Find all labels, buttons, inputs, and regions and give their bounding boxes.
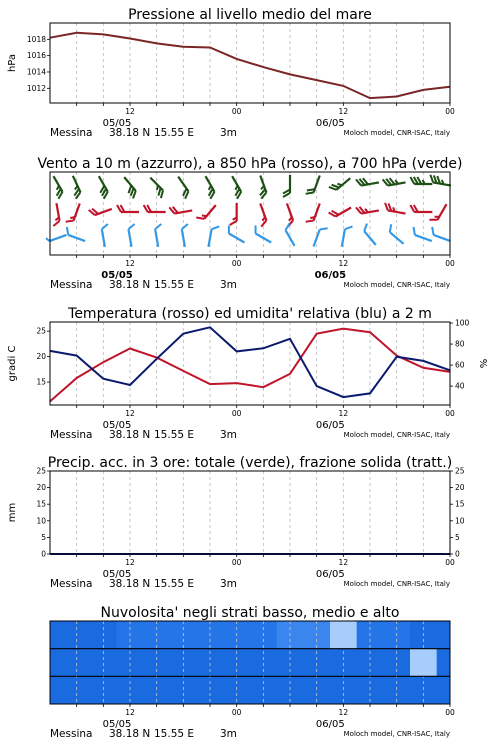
location-lon: 15.55 E [154, 279, 195, 291]
cloud-cell [50, 621, 64, 649]
y-tick-label: 10 [36, 516, 46, 526]
chart-title: Temperatura (rosso) ed umidita' relativa (blu) a 2 m [68, 306, 432, 322]
barb-staff [102, 229, 105, 247]
barb-flag [306, 218, 314, 224]
wind-barb [154, 224, 165, 247]
y-tick-label: 15 [36, 499, 46, 509]
x-tick-label: 12 [338, 708, 349, 717]
wind-barb [362, 224, 382, 245]
wind-barb [50, 203, 61, 226]
x-tick-label: 12 [125, 708, 135, 717]
barb-flag [66, 218, 74, 224]
x-tick-label: 00 [445, 558, 455, 567]
location-name: Messina [50, 578, 93, 590]
y-right-tick-label: 5 [455, 532, 460, 542]
humidity-line [50, 327, 450, 397]
y-tick-label: 0 [41, 549, 46, 559]
date-label: 06/05 [315, 420, 345, 431]
x-tick-label: 12 [338, 259, 349, 268]
y-right-tick-label: 40 [455, 381, 465, 391]
wind-barb [329, 173, 350, 193]
barb-flag [212, 225, 220, 230]
wind-barb [356, 204, 379, 215]
barb-flag [411, 227, 417, 235]
y-tick-label: 1016 [26, 51, 46, 61]
barb-staff [434, 235, 451, 241]
y-tick-label: 20 [36, 483, 46, 493]
chart-title: Pressione al livello medio del mare [128, 7, 372, 23]
location-name: Messina [50, 429, 93, 441]
y-right-axis-label: % [479, 358, 490, 369]
y-tick-label: 5 [41, 532, 46, 542]
date-label: 06/05 [314, 270, 347, 281]
wind-barb [411, 227, 434, 241]
x-tick-label: 00 [231, 107, 242, 116]
barb-staff [128, 229, 131, 247]
wind-barb [230, 203, 237, 225]
cloud-cover-panel [50, 605, 455, 740]
wind-barb [410, 205, 432, 212]
wind-barb [144, 205, 166, 212]
wind-panel [37, 156, 462, 291]
y-axis-label: gradi C [7, 345, 18, 382]
x-tick-label: 00 [445, 708, 455, 717]
y-axis-label: mm [7, 502, 18, 523]
y-right-tick-label: 0 [455, 549, 460, 559]
x-tick-label: 00 [445, 409, 455, 418]
wind-barb [89, 202, 112, 216]
date-label: 05/05 [101, 270, 133, 281]
y-tick-label: 25 [36, 326, 46, 336]
wind-barb [117, 205, 139, 212]
date-label: 05/05 [102, 420, 132, 431]
location-name: Messina [50, 279, 93, 291]
wind-barb [410, 177, 432, 184]
barb-flag [430, 227, 436, 235]
wind-barb [280, 204, 294, 227]
barb-flag [345, 225, 353, 230]
barb-flag [101, 224, 109, 229]
x-tick-label: 00 [231, 409, 242, 418]
barb-flag [128, 224, 136, 229]
y-tick-label: 25 [36, 466, 46, 476]
location-lon: 15.55 E [154, 429, 195, 441]
cloud-cell [437, 676, 451, 704]
location-lat: 38.18 N [109, 429, 151, 441]
wind-barb [46, 231, 66, 242]
wind-barb [429, 175, 452, 186]
location-name: Messina [50, 127, 93, 139]
x-tick-label: 12 [125, 558, 135, 567]
wind-barb [356, 176, 379, 187]
barb-flag [320, 226, 328, 232]
cloud-cell [50, 676, 64, 704]
date-label: 06/05 [315, 569, 345, 580]
cloud-cell [50, 649, 64, 677]
wind-barb [254, 204, 268, 227]
location-lon: 15.55 E [154, 578, 195, 590]
date-label: 05/05 [102, 118, 132, 129]
wind-barb [145, 178, 166, 199]
y-right-tick-label: 15 [455, 499, 465, 509]
y-axis-label: hPa [7, 53, 18, 73]
wind-barb [254, 176, 268, 199]
date-label: 05/05 [102, 719, 132, 730]
barb-staff [182, 229, 185, 247]
location-alt: 3m [220, 728, 237, 740]
x-tick-label: 12 [338, 409, 349, 418]
model-credit: Moloch model, CNR-ISAC, Italy [343, 730, 450, 738]
barb-flag [154, 224, 162, 229]
cloud-cell [437, 621, 451, 649]
wind-barb [306, 201, 320, 224]
barb-flag [64, 227, 70, 235]
wind-barb [93, 176, 110, 199]
y-right-tick-label: 20 [455, 483, 465, 493]
chart-title: Vento a 10 m (azzurro), a 850 hPa (rosso), a 700 hPa (verde) [37, 156, 463, 172]
wind-barb [199, 176, 216, 199]
location-lat: 38.18 N [109, 578, 151, 590]
wind-barb [64, 227, 87, 241]
wind-barb [430, 227, 453, 241]
date-label: 06/05 [315, 719, 345, 730]
barb-flag [387, 224, 395, 232]
y-right-tick-label: 100 [455, 318, 470, 328]
date-label: 06/05 [315, 118, 345, 129]
wind-barb [101, 224, 112, 247]
temperature-humidity-panel [7, 306, 490, 441]
location-lat: 38.18 N [109, 728, 151, 740]
wind-barb [384, 203, 407, 214]
y-tick-label: 1014 [26, 67, 46, 77]
barb-staff [155, 229, 158, 247]
y-tick-label: 1018 [26, 34, 46, 44]
x-tick-label: 12 [125, 409, 135, 418]
location-name: Messina [50, 728, 93, 740]
model-credit: Moloch model, CNR-ISAC, Italy [343, 281, 450, 289]
barb-flag [230, 221, 237, 225]
cloud-cell [437, 649, 451, 677]
barb-staff [50, 235, 67, 241]
location-lat: 38.18 N [109, 127, 151, 139]
x-tick-label: 12 [125, 259, 135, 268]
barb-half-flag [46, 237, 50, 242]
x-tick-label: 00 [231, 708, 242, 717]
wind-barb [306, 173, 320, 196]
wind-barb [66, 201, 80, 224]
location-lat: 38.18 N [109, 279, 151, 291]
wind-barb [67, 176, 83, 199]
x-tick-label: 12 [338, 558, 349, 567]
barb-flag [252, 225, 259, 233]
wind-barb [169, 204, 192, 215]
date-label: 05/05 [102, 569, 132, 580]
barb-flag [181, 224, 189, 229]
location-alt: 3m [220, 279, 237, 291]
wind-barb [387, 224, 408, 244]
model-credit: Moloch model, CNR-ISAC, Italy [343, 129, 450, 137]
wind-barb [172, 177, 190, 199]
y-tick-label: 1012 [26, 83, 46, 93]
x-tick-label: 12 [125, 107, 135, 116]
barb-flag [53, 221, 61, 226]
precipitation-panel [7, 455, 465, 590]
wind-barb [284, 223, 301, 246]
pressure-panel [7, 7, 455, 139]
x-tick-label: 00 [445, 107, 455, 116]
wind-barb [383, 176, 406, 187]
location-lon: 15.55 E [154, 127, 195, 139]
barb-staff [208, 229, 211, 247]
wind-barb [196, 201, 216, 222]
x-tick-label: 00 [445, 259, 455, 268]
wind-barb [119, 177, 139, 198]
location-alt: 3m [220, 429, 237, 441]
wind-barb [181, 224, 192, 247]
wind-barb [226, 176, 243, 199]
chart-title: Precip. acc. in 3 ore: totale (verde), frazione solida (tratt.) [47, 455, 453, 471]
model-credit: Moloch model, CNR-ISAC, Italy [343, 431, 450, 439]
x-tick-label: 00 [231, 558, 242, 567]
barb-flag [260, 220, 268, 226]
location-alt: 3m [220, 578, 237, 590]
y-right-tick-label: 60 [455, 360, 465, 370]
plot-frame [50, 322, 450, 405]
y-right-tick-label: 25 [455, 466, 465, 476]
x-tick-label: 12 [338, 107, 349, 116]
wind-barb [314, 226, 328, 249]
pressure-line [50, 33, 450, 98]
location-alt: 3m [220, 127, 237, 139]
model-credit: Moloch model, CNR-ISAC, Italy [343, 580, 450, 588]
location-lon: 15.55 E [154, 728, 195, 740]
barb-staff [342, 229, 345, 247]
chart-title: Nuvolosita' negli strati basso, medio e alto [100, 605, 400, 621]
y-tick-label: 20 [36, 352, 46, 362]
wind-barb [329, 201, 352, 218]
barb-flag [225, 225, 232, 233]
y-right-tick-label: 80 [455, 339, 465, 349]
wind-barb [128, 224, 139, 247]
barb-flag [362, 224, 370, 232]
plot-frame [50, 471, 450, 554]
y-right-tick-label: 10 [455, 516, 465, 526]
y-tick-label: 15 [36, 377, 46, 387]
wind-barb [283, 175, 290, 197]
x-tick-label: 00 [231, 259, 242, 268]
